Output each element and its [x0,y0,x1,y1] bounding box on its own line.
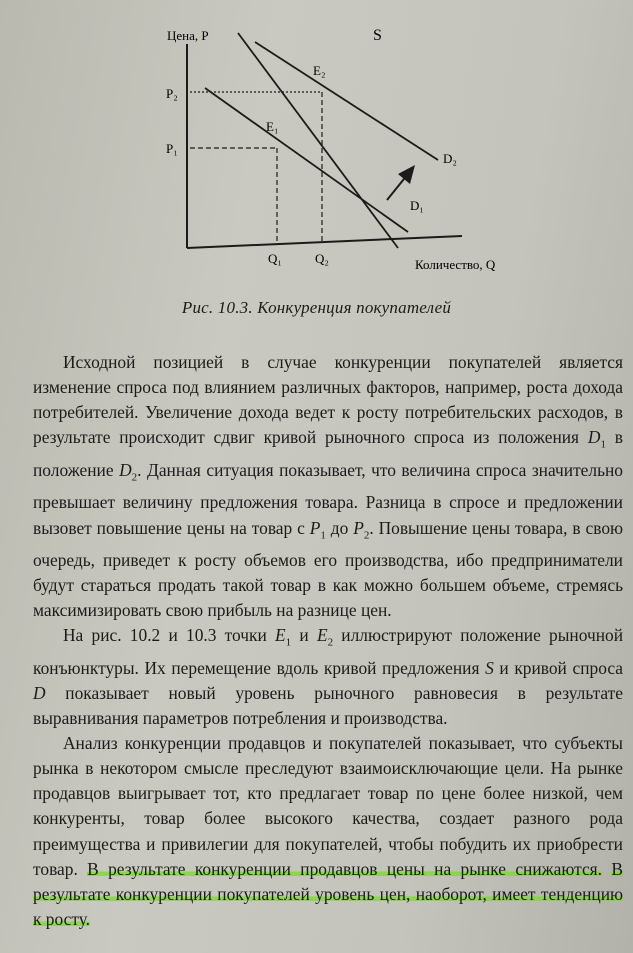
text: и [291,625,317,646]
var-d: D [587,427,601,448]
x-axis [187,236,462,248]
subscript: 2 [131,471,138,484]
p1-label: P₁ [166,141,178,156]
e2-label: E₂ [313,63,326,78]
subscript: 2 [363,528,370,541]
x-axis-label: Количество, Q [415,257,496,272]
text: до [325,517,354,538]
text: . Данная ситуация показывает, что величина спроса значительно превышает величину предложения товара. Разница в спросе и предложении вызовет повышение цены на товар с [33,459,623,538]
demand-curve-d1 [205,88,408,232]
var-e: E [275,625,286,646]
var-p: P [309,517,321,538]
d2-label: D₂ [443,151,457,166]
p2-label: P₂ [166,86,178,101]
paragraph-1 [33,350,623,623]
q2-label: Q₂ [315,251,329,266]
arrow-head-icon [398,165,415,184]
y-axis-label: Цена, P [167,28,209,43]
text [602,859,611,879]
var-d: D [119,459,132,480]
subscript: 1 [285,636,292,649]
supply-label: S [373,27,382,44]
paragraph-3 [33,731,623,932]
paragraph-2 [33,623,623,731]
body-text [33,350,623,932]
text: в положение [33,427,623,480]
var-s: S [485,657,494,678]
text: показывает новый уровень рыночного равновесия в результате выравнивания параметров потребления и производства. [33,683,623,729]
text: и кривой спроса [493,657,623,678]
d1-label: D₁ [410,198,424,213]
subscript: 1 [320,528,326,541]
text: На рис. 10.2 и 10.3 точки [63,625,276,646]
figure-caption: Рис. 10.3. Конкуренция покупателей [181,298,452,317]
text: . Повышение цены товара, в свою очередь, приведет к росту объемов его производства, ибо предприниматели будут стараться продать такой товар в как можно большем объеме, стремясь максимизировать свою прибыль на разнице цен. [33,517,624,621]
e1-label: E₁ [266,119,279,134]
subscript: 2 [327,636,334,649]
text: иллюстрируют положение рыночной конъюнктуры. Их перемещение вдоль кривой предложения [33,625,624,678]
subscript: 1 [600,438,606,451]
q1-label: Q₁ [268,251,282,266]
var-p: P [353,517,364,538]
var-d: D [33,683,46,703]
supply-demand-figure [0,0,633,300]
var-e: E [316,625,328,646]
highlighted-text: В результате конкуренции покупателей уровень цен, наоборот, имеет тенденцию к росту. [33,858,623,929]
text: Анализ конкуренции продавцов и покупателей показывает, что субъекты рынка в некотором смысле преследуют взаимоисключающие цели. На рынке продавцов выигрывает тот, кто предлагает товар по цене более низкой, чем конкуренты, товар более высокого качества, создает разного рода преимущества и привилегии для покупателей, чтобы побудить их приобрести товар. [33,733,623,879]
highlighted-text: В результате конкуренции продавцов цены на рынке снижаются. [87,858,603,879]
text: Исходной позицией в случае конкуренции покупателей является изменение спроса под влиянием различных факторов, например, роста дохода потребителей. Увеличение дохода ведет к росту потребительских расходов, в результате происходит сдвиг кривой рыночного спроса из положения [33,352,623,448]
